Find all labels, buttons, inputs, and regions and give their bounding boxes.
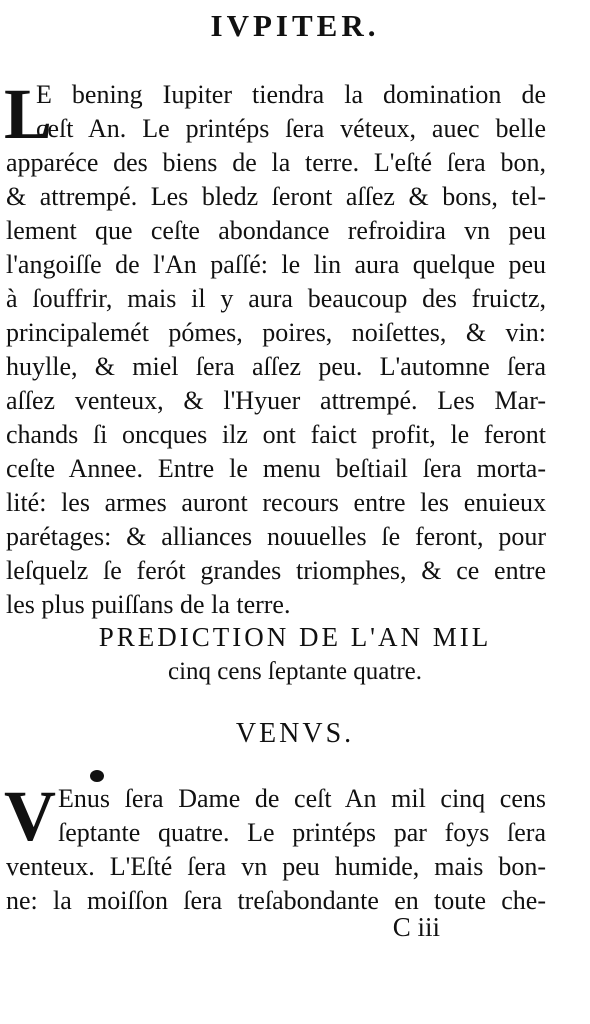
- text-line: apparéce des biens de la terre. L'eſté ſera bon,: [6, 148, 546, 177]
- text-line: parétages: & alliances nouuelles ſe feront, pour: [6, 522, 546, 551]
- text-line: huylle, & miel ſera aſſez peu. L'automne ſera: [6, 352, 546, 381]
- paragraph-venus: [4, 776, 546, 918]
- drop-cap-l: L: [4, 74, 53, 154]
- text-line: principalemét pómes, poires, noiſettes, & vin:: [6, 318, 546, 347]
- running-head: IVPITER.: [210, 8, 380, 43]
- drop-cap-v: V: [4, 776, 56, 856]
- text-line: leſquelz ſe ferót grandes triomphes, & ce entre: [6, 556, 546, 585]
- text-line: l'angoiſſe de l'An paſſé: le lin aura quelque peu: [6, 250, 546, 279]
- text-line: ſeptante quatre. Le printéps par foys ſera: [58, 818, 546, 847]
- text-line: ne: la moiſſon ſera treſabondante en toute che-: [6, 886, 546, 915]
- text-line: chands ſi oncques ilz ont faict profit, le feront: [6, 420, 546, 449]
- text-line: ceſt An. Le printéps ſera véteux, auec belle: [36, 114, 546, 143]
- text-line: les plus puiſſans de la terre.: [6, 590, 291, 619]
- text-line: & attrempé. Les bledz ſeront aſſez & bons, tel-: [6, 182, 546, 211]
- text-line: à ſouffrir, mais il y aura beaucoup des fruictz,: [6, 284, 546, 313]
- text-line: lité: les armes auront recours entre les enuieux: [6, 488, 546, 517]
- text-line: lement que ceſte abondance refroidira vn peu: [6, 216, 546, 245]
- prediction-heading: PREDICTION DE L'AN MIL: [98, 622, 492, 652]
- text-line: aſſez venteux, & l'Hyuer attrempé. Les Mar-: [6, 386, 546, 415]
- ink-speck: [90, 770, 104, 782]
- text-line: venteux. L'Eſté ſera vn peu humide, mais bon-: [6, 852, 546, 881]
- text-line: E bening Iupiter tiendra la domination de: [36, 80, 546, 109]
- text-line: ceſte Annee. Entre le menu beſtiail ſera morta-: [6, 454, 546, 483]
- section-title-venus: VENVS.: [235, 718, 355, 749]
- paragraph-jupiter: [4, 74, 546, 622]
- prediction-subheading: cinq cens ſeptante quatre.: [167, 658, 423, 685]
- text-line: Enus ſera Dame de ceſt An mil cinq cens: [58, 784, 546, 813]
- signature-mark: C iii: [392, 912, 440, 942]
